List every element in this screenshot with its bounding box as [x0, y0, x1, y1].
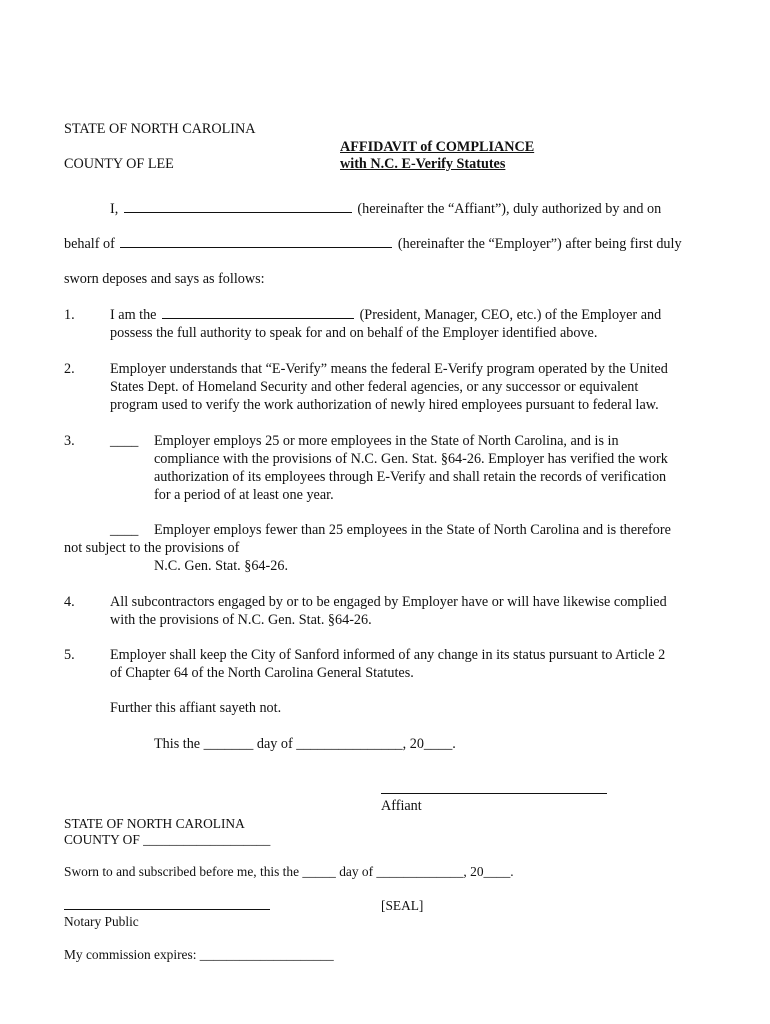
- intro-i-prefix: I,: [110, 201, 119, 217]
- item-1-prefix: I am the: [110, 307, 157, 323]
- item-5-line-2: of Chapter 64 of the North Carolina General Statutes.: [110, 665, 414, 681]
- item-2-line-1: Employer understands that “E-Verify” means the federal E-Verify program operated by the United: [110, 361, 668, 377]
- intro-sworn: sworn deposes and says as follows:: [64, 271, 265, 287]
- item-3a-line-3: authorization of its employees through E-Verify and shall retain the records of verification: [154, 469, 667, 485]
- item-3a-line-2: compliance with the provisions of N.C. Gen. Stat. §64-26. Employer has verified the work: [154, 451, 668, 467]
- affiant-signature-line[interactable]: [381, 793, 607, 794]
- commission-expires[interactable]: My commission expires: ____________________: [64, 947, 334, 962]
- intro-i-suffix: (hereinafter the “Affiant”), duly authorized by and on: [357, 201, 662, 217]
- item-1-number: 1.: [64, 307, 75, 323]
- further-statement: Further this affiant sayeth not.: [110, 700, 282, 716]
- item-3b-line-1: Employer employs fewer than 25 employees in the State of North Carolina and is therefore: [154, 522, 671, 538]
- item-3b-checkbox-blank[interactable]: ____: [110, 522, 139, 538]
- notary-public-label: Notary Public: [64, 914, 139, 929]
- intro-behalf-prefix: behalf of: [64, 236, 115, 252]
- item-4-number: 4.: [64, 594, 75, 610]
- date-line[interactable]: This the _______ day of _______________, 20____.: [154, 736, 456, 752]
- item-3b-line-3: N.C. Gen. Stat. §64-26.: [154, 558, 288, 574]
- intro-behalf-suffix: (hereinafter the “Employer”) after being first duly: [397, 236, 682, 252]
- affiant-name-field[interactable]: [124, 200, 352, 213]
- item-2-number: 2.: [64, 361, 75, 377]
- item-3a-line-4: for a period of at least one year.: [154, 487, 334, 503]
- item-1-line-1: [110, 306, 661, 324]
- notary-state: STATE OF NORTH CAROLINA: [64, 816, 245, 831]
- document-subtitle: with N.C. E-Verify Statutes: [340, 156, 506, 172]
- item-4-line-2: with the provisions of N.C. Gen. Stat. §64-26.: [110, 612, 372, 628]
- intro-affiant-line: [110, 200, 661, 218]
- seal-label: [SEAL]: [381, 898, 424, 913]
- item-2-line-3: program used to verify the work authorization of newly hired employees pursuant to federal law.: [110, 397, 659, 413]
- notary-county[interactable]: COUNTY OF ___________________: [64, 832, 271, 847]
- notary-sworn-line[interactable]: Sworn to and subscribed before me, this the _____ day of _____________, 20____.: [64, 864, 514, 879]
- item-3b-line-2: not subject to the provisions of: [64, 540, 240, 556]
- employer-name-field[interactable]: [120, 235, 392, 248]
- header-county: COUNTY OF LEE: [64, 156, 174, 172]
- notary-signature-line[interactable]: [64, 909, 270, 910]
- item-4-line-1: All subcontractors engaged by or to be engaged by Employer have or will have likewise complied: [110, 594, 667, 610]
- item-1-line-2: possess the full authority to speak for and on behalf of the Employer identified above.: [110, 325, 598, 341]
- item-5-line-1: Employer shall keep the City of Sanford informed of any change in its status pursuant to Article 2: [110, 647, 666, 663]
- affiant-label: Affiant: [381, 798, 422, 814]
- item-2-line-2: States Dept. of Homeland Security and other federal agencies, or any successor or equivalent: [110, 379, 639, 395]
- item-3a-line-1: Employer employs 25 or more employees in the State of North Carolina, and is in: [154, 433, 619, 449]
- item-1-suffix: (President, Manager, CEO, etc.) of the Employer and: [359, 307, 662, 323]
- item-3-number: 3.: [64, 433, 75, 449]
- item-5-number: 5.: [64, 647, 75, 663]
- document-title: AFFIDAVIT of COMPLIANCE: [340, 139, 535, 155]
- header-state: STATE OF NORTH CAROLINA: [64, 121, 256, 137]
- intro-employer-line: [64, 235, 682, 253]
- item-3a-checkbox-blank[interactable]: ____: [110, 433, 139, 449]
- title-field[interactable]: [162, 306, 354, 319]
